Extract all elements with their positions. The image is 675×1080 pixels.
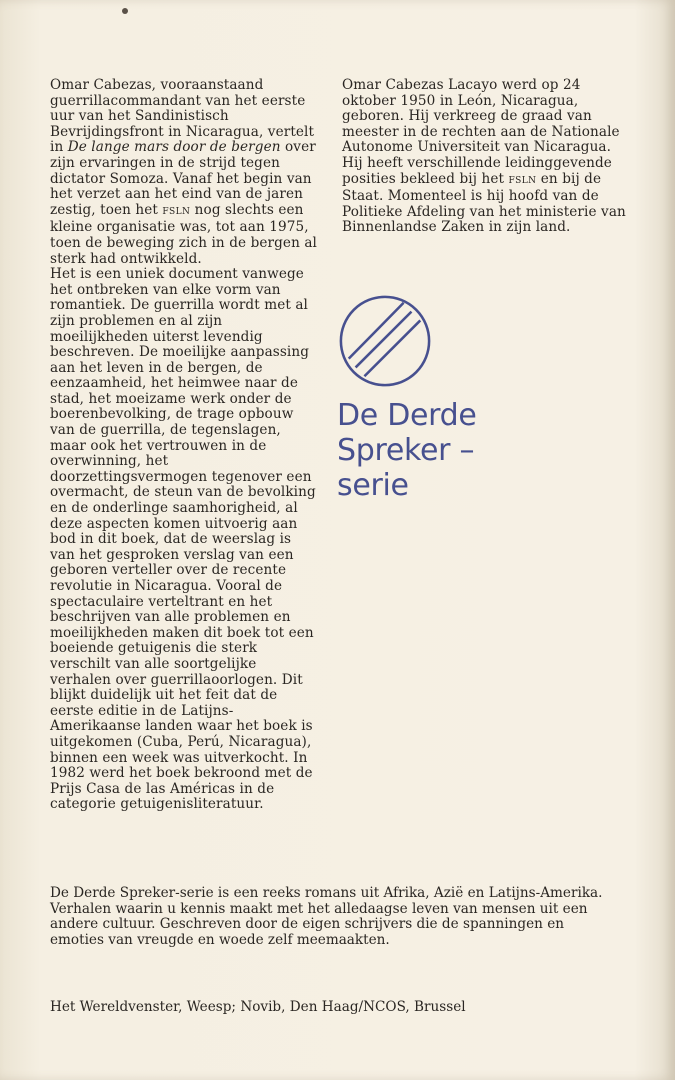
fsln-abbreviation: FSLN (162, 206, 191, 217)
author-bio-paragraph: Omar Cabezas Lacayo werd op 24 oktober 1950 in León, Nicaragua, geboren. Hij verkreeg de graad van meester in de rechten aan de Nationale Autonome Universiteit van Nicaragua. Hij heeft verschillende leidinggevende posities bekleed bij het FSLN en bij de Staat. Momenteel is hij hoofd van de Politieke Afdeling van het ministerie van Binnenlandse Zaken in zijn land. (342, 77, 626, 236)
book-title: De lange mars door de bergen (67, 139, 281, 156)
description-paragraph-2: Het is een uniek document vanwege het ontbreken van elke vorm van romantiek. De guerrilla wordt met al zijn problemen en al zijn moeilijkheden uiterst levendig beschreven. De moeilijke aanpassing aan het leven in de bergen, de eenzaamheid, het heimwee naar de stad, het moeizame werk onder de boerenbevolking, de trage opbouw van de guerrilla, de tegenslagen, maar ook het vertrouwen in de overwinning, het doorzettingsvermogen tegenover een overmacht, de steun van de bevolking en de onderlinge saamhorigheid, al deze aspecten komen uitvoerig aan bod in dit boek, dat de weerslag is van het gesproken verslag van een geboren verteller over de recente revolutie in Nicaragua. Vooral de spectaculaire verteltrant en het beschrijven van alle problemen en moeilijkheden maken dit boek tot een boeiende getuigenis die sterk verschilt van alle soortgelijke verhalen over guerrillaoorlogen. Dit blijkt duidelijk uit het feit dat de eerste editie in de Latijns-Amerikaanse landen waar het boek is uitgekomen (Cuba, Perú, Nicaragua), binnen een week was uitverkocht. In 1982 werd het boek bekroond met de Prijs Casa de las Américas in de categorie getuigenisliteratuur. (50, 266, 316, 813)
fsln-abbreviation: FSLN (508, 175, 537, 186)
publisher-line: Het Wereldvenster, Weesp; Novib, Den Haag/NCOS, Brussel (50, 999, 466, 1015)
series-title-line-3: serie (337, 468, 409, 503)
series-description: De Derde Spreker-serie is een reeks romans uit Afrika, Azië en Latijns-Amerika. Verhalen waarin u kennis maakt met het alledaagse leven van mensen uit een andere cultuur. Geschreven door de eigen schrijvers die de spanningen en emoties van vreugde en woede zelf meemaakten. (50, 885, 603, 948)
author-bio (342, 78, 632, 236)
description-paragraph-1: Omar Cabezas, vooraanstaand guerrillacommandant van het eerste uur van het Sandinistisch Bevrijdingsfront in Nicaragua, vertelt in De lange mars door de bergen over zijn ervaringen in de strijd tegen dictator Somoza. Vanaf het begin van het verzet aan het eind van de jaren zestig, toen het FSLN nog slechts een kleine organisatie was, tot aan 1975, toen de beweging zich in de bergen al sterk had ontwikkeld. (50, 77, 317, 267)
series-title (337, 398, 477, 503)
series-title-line-1: De Derde (337, 398, 477, 433)
print-speck (122, 8, 128, 14)
book-description (50, 78, 320, 813)
series-title-line-2: Spreker – (337, 433, 475, 468)
series-logo-icon (336, 292, 434, 390)
